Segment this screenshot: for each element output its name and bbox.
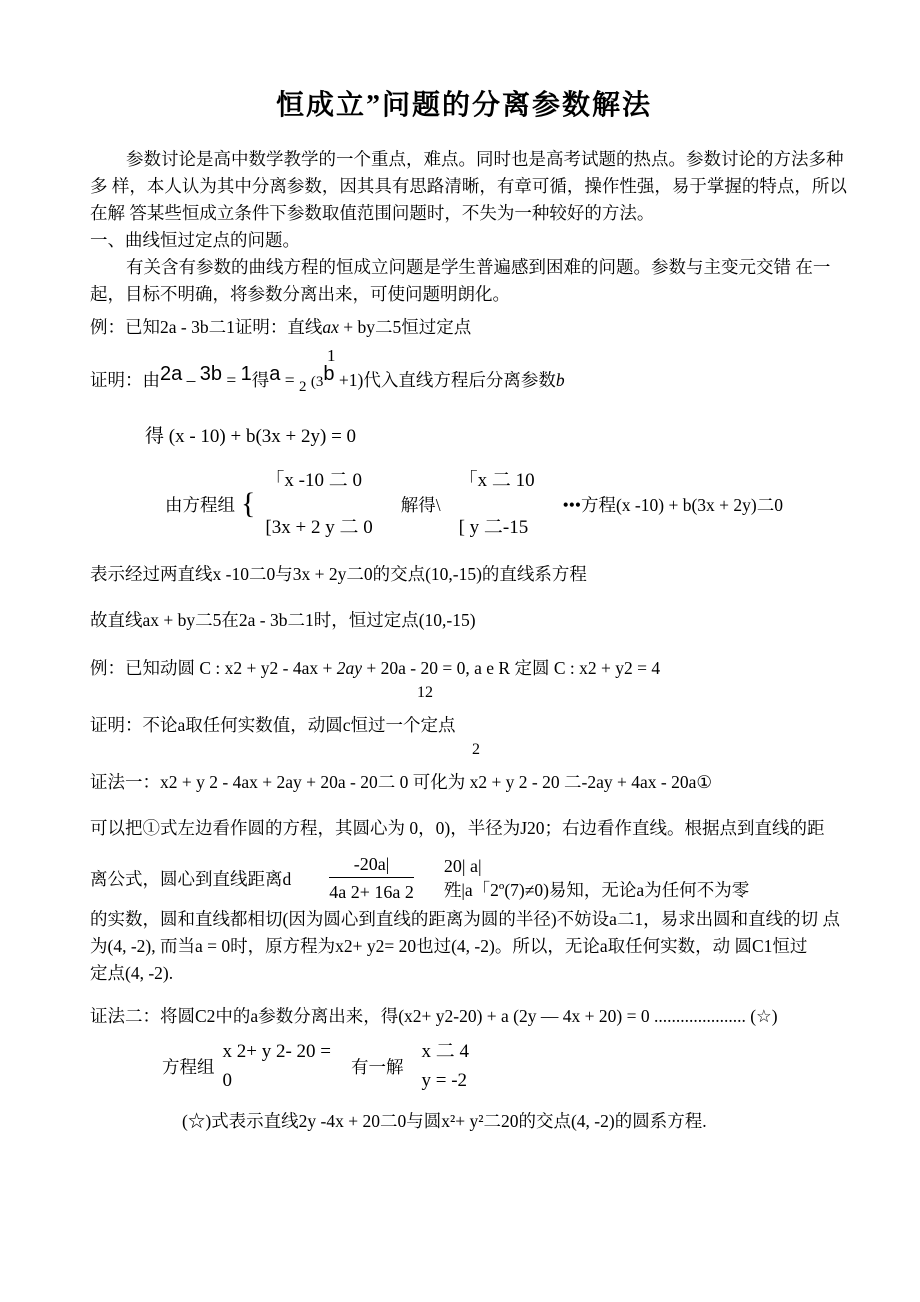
method1-line-2: 可以把①式左边看作圆的方程，其圆心为 0，0)，半径为J20；右边看作直线。根据点到直线的距 <box>90 818 825 838</box>
example2-prefix: 例：已知动圆 C : x2 + y2 - 4ax + <box>90 658 337 678</box>
equals-sign: = <box>284 370 295 390</box>
distance-stack <box>444 854 749 902</box>
proof1-a: a <box>269 363 281 385</box>
proof1-term2: 3b <box>199 363 222 385</box>
proof1-head: 证明：由 <box>90 370 160 390</box>
stack-bottom: 殅|a「2º(7)≠0)易知，无论a为任何不为零 <box>443 880 750 900</box>
proof1-one: 1 <box>240 363 252 385</box>
example2-line <box>90 655 838 682</box>
intro-line-2: 多 样，本人认为其中分离参数，因其具有思路清晰，有章可循，操作性强，易于掌握的特点，所以 <box>90 176 847 196</box>
example2-claim: 证明：不论a取任何实数值，动圆c恒过一个定点 <box>90 715 456 735</box>
document-content <box>90 0 847 1135</box>
system1-note: •••方程(x -10) + b(3x + 2y)二0 <box>562 494 783 515</box>
proof1-paren: (3 <box>310 374 324 390</box>
system2-eq-line1: x 2+ y 2- 20 = <box>222 1041 332 1062</box>
system1-sol1: 「x 二 10 <box>458 470 535 491</box>
section1-line-1: 有关含有参数的曲线方程的恒成立问题是学生普遍感到困难的问题。参数与主变元交错 在一 <box>126 257 831 277</box>
section1-heading: 一、曲线恒过定点的问题。 <box>90 230 300 250</box>
system1-eq2: [3x + 2 y 二 0 <box>265 517 373 538</box>
proof1-tail-var: b <box>555 370 565 390</box>
intro-line-3: 在解 答某些恒成立条件下参数取值范围问题时，不失为一种较好的方法。 <box>90 203 655 223</box>
example1-var: ax <box>322 317 339 337</box>
method2-final-line: (☆)式表示直线2y -4x + 20二0与圆x²+ y²二20的交点(4, -2)的圆系方程. <box>182 1111 707 1131</box>
system1-equations <box>265 467 372 541</box>
example1-prefix: 例：已知2a - 3b二1证明：直线 <box>90 317 323 337</box>
stack-top: 20| a| <box>443 856 482 876</box>
section1-line-2: 起，目标不明确，将参数分离出来，可使问题明朗化。 <box>90 284 510 304</box>
example2-claim-subscript: 2 <box>472 741 480 758</box>
equation-system-1 <box>165 467 838 541</box>
method2-line-1: 证法二：将圆C2中的a参数分离出来，得(x2+ y2-20) + a (2y — 4x + 20) = 0 ..................... (☆) <box>90 1006 778 1026</box>
proof1-result: 得 (x - 10) + b(3x + 2y) = 0 <box>145 426 357 447</box>
system1-solutions <box>459 467 535 541</box>
example2-var: 2ay <box>336 658 363 678</box>
conclusion1-line-1: 表示经过两直线x -10二0与3x + 2y二0的交点(10,-15)的直线系方程 <box>90 564 587 584</box>
proof1-term1: 2a <box>160 363 183 385</box>
proof1-b: b <box>323 363 335 385</box>
conclusion1-line-2: 故直线ax + by二5在2a - 3b二1时，恒过定点(10,-15) <box>90 610 476 630</box>
proof1-tail: +1)代入直线方程后分离参数 <box>334 370 556 390</box>
distance-fraction <box>329 852 414 904</box>
distance-formula-row <box>90 852 838 904</box>
minus-sign: – <box>186 370 196 390</box>
intro-line-1: 参数讨论是高中数学教学的一个重点，难点。同时也是高考试题的热点。参数讨论的方法多种 <box>126 149 844 169</box>
proof1-block <box>90 345 838 401</box>
proof1-de: 得 <box>251 370 270 390</box>
system2-solutions <box>422 1038 470 1094</box>
example1-suffix: + by二5恒过定点 <box>338 317 472 337</box>
equation-system-2 <box>162 1038 838 1094</box>
system2-eq-line2: 0 <box>222 1070 232 1091</box>
system2-equation <box>223 1038 332 1094</box>
method1-line-4: 为(4, -2), 而当a = 0时，原方程为x2+ y2= 20也过(4, -2)。所以，无论a取任何实数，动 圆C1恒过 <box>90 936 808 956</box>
system2-sol1: x 二 4 <box>421 1041 470 1062</box>
system1-solve-label: 解得\ <box>400 494 441 515</box>
method1-line-3: 的实数，圆和直线都相切(因为圆心到直线的距离为圆的半径)不妨设a二1，易求出圆和直线的切 点 <box>90 909 841 929</box>
example2-suffix: + 20a - 20 = 0, a e R 定圆 C : x2 + y2 = 4 <box>362 658 661 678</box>
system2-sol2: y = -2 <box>421 1070 468 1091</box>
method1-line-5: 定点(4, -2). <box>90 963 174 983</box>
system1-eq1: 「x -10 二 0 <box>265 470 362 491</box>
left-brace: { <box>241 487 256 520</box>
method1-line-1: 证法一：x2 + y 2 - 4ax + 2ay + 20a - 20二 0 可化为 x2 + y 2 - 20 二-2ay + 4ax - 20a① <box>90 772 713 792</box>
example1-line <box>90 314 838 341</box>
system2-label: 方程组 <box>162 1056 215 1077</box>
proof1-fraction-numerator: 1 <box>327 346 336 365</box>
document-title: 恒成立”问题的分离参数解法 <box>275 90 652 121</box>
fraction-numerator: -20a| <box>329 852 414 878</box>
proof1-fraction-denominator: 2 <box>299 379 307 395</box>
fraction-denominator: 4a 2+ 16a 2 <box>329 882 414 902</box>
equals-sign: = <box>226 370 237 390</box>
system1-sol2: [ y 二-15 <box>458 517 529 538</box>
system2-mid-label: 有一解 <box>351 1056 404 1077</box>
proof1-line <box>90 363 838 401</box>
system1-label: 由方程组 <box>165 494 235 515</box>
distance-prefix: 离公式，圆心到直线距离d <box>90 868 292 889</box>
example2-subscript: 12 <box>417 684 433 701</box>
